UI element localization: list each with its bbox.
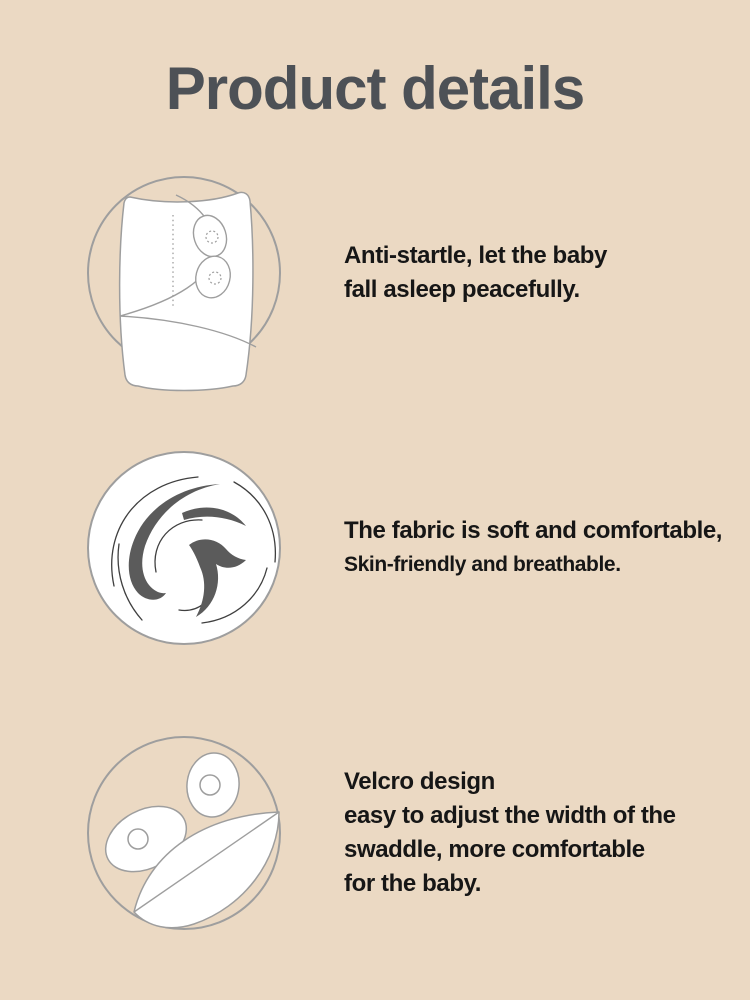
feature-text-anti-startle (344, 239, 607, 307)
feature-text-soft-fabric (344, 514, 722, 582)
feature-line: The fabric is soft and comfortable, (344, 517, 723, 544)
feature-line: Anti-startle, let the baby (344, 242, 607, 269)
velcro-tabs-icon (86, 735, 282, 931)
feature-row-velcro-design (86, 735, 706, 931)
feature-line: swaddle, more comfortable (344, 836, 645, 863)
fabric-swirl-icon (86, 450, 282, 646)
feature-text-velcro-design (344, 765, 676, 901)
feature-line: for the baby. (344, 870, 482, 897)
feature-line: fall asleep peacefully. (344, 276, 580, 303)
feature-row-soft-fabric (86, 450, 723, 646)
page-title: Product details (165, 55, 585, 122)
feature-line: Velcro design (344, 768, 495, 795)
feature-line: easy to adjust the width of the (344, 802, 676, 829)
feature-line: Skin-friendly and breathable. (344, 553, 621, 576)
feature-row-anti-startle (86, 175, 706, 371)
swaddle-front-icon (86, 175, 282, 371)
